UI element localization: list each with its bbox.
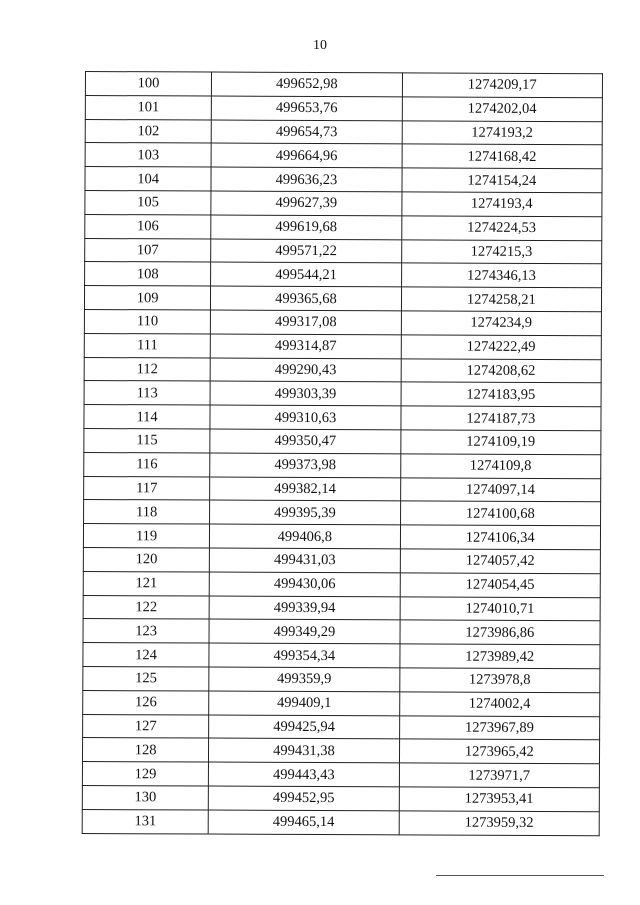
y-coordinate-cell: 1274154,24 — [402, 168, 603, 193]
table-row — [82, 738, 599, 764]
y-coordinate-cell: 1273965,42 — [399, 739, 600, 764]
table-row — [85, 214, 602, 240]
y-coordinate-cell: 1274168,42 — [402, 144, 603, 169]
table-row — [85, 119, 602, 145]
x-coordinate-cell: 499431,03 — [210, 548, 400, 573]
table-row — [85, 262, 602, 288]
table-row — [83, 595, 600, 621]
x-coordinate-cell: 499430,06 — [209, 572, 399, 597]
point-number-cell: 118 — [84, 500, 210, 524]
point-number-cell: 106 — [85, 214, 211, 238]
table-row — [85, 95, 602, 121]
point-number-cell: 113 — [84, 381, 210, 405]
x-coordinate-cell: 499382,14 — [210, 477, 400, 502]
table-row — [83, 643, 600, 669]
x-coordinate-cell: 499350,47 — [210, 429, 400, 454]
table-row — [85, 167, 602, 193]
table-row — [84, 357, 601, 383]
point-number-cell: 117 — [84, 476, 210, 500]
x-coordinate-cell: 499303,39 — [210, 381, 400, 406]
x-coordinate-cell: 499359,9 — [209, 667, 399, 692]
point-number-cell: 112 — [84, 357, 210, 381]
y-coordinate-cell: 1274215,3 — [401, 239, 602, 264]
x-coordinate-cell: 499636,23 — [211, 167, 401, 192]
x-coordinate-cell: 499653,76 — [212, 96, 402, 121]
y-coordinate-cell: 1274002,4 — [399, 692, 600, 717]
x-coordinate-cell: 499290,43 — [210, 358, 400, 383]
x-coordinate-cell: 499627,39 — [211, 191, 401, 216]
x-coordinate-cell: 499310,63 — [210, 405, 400, 430]
table-row — [85, 238, 602, 264]
y-coordinate-cell: 1274187,73 — [401, 406, 602, 431]
point-number-cell: 107 — [85, 238, 211, 262]
y-coordinate-cell: 1273989,42 — [399, 644, 600, 669]
point-number-cell: 110 — [84, 309, 210, 333]
coordinates-table-body — [82, 72, 602, 836]
y-coordinate-cell: 1274209,17 — [402, 73, 603, 98]
y-coordinate-cell: 1274010,71 — [400, 596, 601, 621]
y-coordinate-cell: 1274183,95 — [401, 382, 602, 407]
y-coordinate-cell: 1274234,9 — [401, 311, 602, 336]
y-coordinate-cell: 1273967,89 — [399, 715, 600, 740]
table-row — [83, 547, 600, 573]
x-coordinate-cell: 499354,34 — [209, 643, 399, 668]
y-coordinate-cell: 1274106,34 — [400, 525, 601, 550]
y-coordinate-cell: 1274193,4 — [401, 192, 602, 217]
point-number-cell: 111 — [84, 333, 210, 357]
point-number-cell: 116 — [84, 452, 210, 476]
y-coordinate-cell: 1273959,32 — [399, 811, 600, 836]
x-coordinate-cell: 499349,29 — [209, 619, 399, 644]
point-number-cell: 103 — [85, 143, 211, 167]
point-number-cell: 126 — [83, 690, 209, 714]
table-row — [84, 476, 601, 502]
y-coordinate-cell: 1274109,8 — [400, 454, 601, 479]
x-coordinate-cell: 499431,38 — [209, 738, 399, 763]
x-coordinate-cell: 499365,68 — [211, 286, 401, 311]
point-number-cell: 108 — [85, 262, 211, 286]
point-number-cell: 129 — [82, 762, 208, 786]
x-coordinate-cell: 499339,94 — [209, 596, 399, 621]
y-coordinate-cell: 1274346,13 — [401, 263, 602, 288]
x-coordinate-cell: 499465,14 — [208, 810, 398, 835]
y-coordinate-cell: 1273953,41 — [399, 787, 600, 812]
point-number-cell: 100 — [85, 72, 211, 96]
table-row — [84, 309, 601, 335]
y-coordinate-cell: 1274054,45 — [400, 573, 601, 598]
table-row — [83, 690, 600, 716]
x-coordinate-cell: 499619,68 — [211, 215, 401, 240]
x-coordinate-cell: 499314,87 — [210, 334, 400, 359]
y-coordinate-cell: 1274097,14 — [400, 477, 601, 502]
point-number-cell: 114 — [84, 405, 210, 429]
y-coordinate-cell: 1274258,21 — [401, 287, 602, 312]
y-coordinate-cell: 1274224,53 — [401, 216, 602, 241]
page-number: 10 — [313, 38, 327, 53]
table-row — [85, 143, 602, 169]
y-coordinate-cell: 1273978,8 — [399, 668, 600, 693]
point-number-cell: 102 — [85, 119, 211, 143]
point-number-cell: 122 — [83, 595, 209, 619]
point-number-cell: 120 — [83, 547, 209, 571]
y-coordinate-cell: 1274109,19 — [400, 430, 601, 455]
table-row — [84, 286, 601, 312]
x-coordinate-cell: 499395,39 — [210, 500, 400, 525]
point-number-cell: 119 — [83, 524, 209, 548]
table-row — [84, 405, 601, 431]
table-row — [85, 190, 602, 216]
table-row — [83, 571, 600, 597]
y-coordinate-cell: 1273986,86 — [400, 620, 601, 645]
table-row — [84, 428, 601, 454]
table-row — [83, 619, 600, 645]
y-coordinate-cell: 1274057,42 — [400, 549, 601, 574]
table-row — [82, 809, 599, 835]
x-coordinate-cell: 499425,94 — [209, 715, 399, 740]
x-coordinate-cell: 499317,08 — [211, 310, 401, 335]
x-coordinate-cell: 499409,1 — [209, 691, 399, 716]
table-row — [84, 381, 601, 407]
table-row — [84, 452, 601, 478]
x-coordinate-cell: 499664,96 — [211, 143, 401, 168]
x-coordinate-cell: 499373,98 — [210, 453, 400, 478]
y-coordinate-cell: 1274208,62 — [401, 358, 602, 383]
table-row — [83, 524, 600, 550]
y-coordinate-cell: 1273971,7 — [399, 763, 600, 788]
point-number-cell: 128 — [82, 738, 208, 762]
point-number-cell: 109 — [84, 286, 210, 310]
y-coordinate-cell: 1274202,04 — [402, 97, 603, 122]
point-number-cell: 127 — [83, 714, 209, 738]
x-coordinate-cell: 499652,98 — [212, 72, 402, 97]
table-row — [83, 666, 600, 692]
point-number-cell: 130 — [82, 785, 208, 809]
y-coordinate-cell: 1274100,68 — [400, 501, 601, 526]
point-number-cell: 104 — [85, 167, 211, 191]
point-number-cell: 121 — [83, 571, 209, 595]
point-number-cell: 131 — [82, 809, 208, 833]
x-coordinate-cell: 499406,8 — [210, 524, 400, 549]
x-coordinate-cell: 499452,95 — [209, 786, 399, 811]
point-number-cell: 123 — [83, 619, 209, 643]
y-coordinate-cell: 1274222,49 — [401, 335, 602, 360]
footer-divider — [436, 875, 604, 876]
x-coordinate-cell: 499443,43 — [209, 762, 399, 787]
point-number-cell: 125 — [83, 666, 209, 690]
point-number-cell: 101 — [85, 95, 211, 119]
point-number-cell: 124 — [83, 643, 209, 667]
table-row — [83, 714, 600, 740]
table-row — [85, 72, 602, 98]
table-row — [84, 333, 601, 359]
x-coordinate-cell: 499654,73 — [211, 120, 401, 145]
table-row — [82, 762, 599, 788]
point-number-cell: 115 — [84, 428, 210, 452]
table-row — [84, 500, 601, 526]
x-coordinate-cell: 499544,21 — [211, 262, 401, 287]
x-coordinate-cell: 499571,22 — [211, 239, 401, 264]
y-coordinate-cell: 1274193,2 — [402, 120, 603, 145]
table-row — [82, 785, 599, 811]
point-number-cell: 105 — [85, 190, 211, 214]
coordinates-table — [82, 71, 603, 836]
